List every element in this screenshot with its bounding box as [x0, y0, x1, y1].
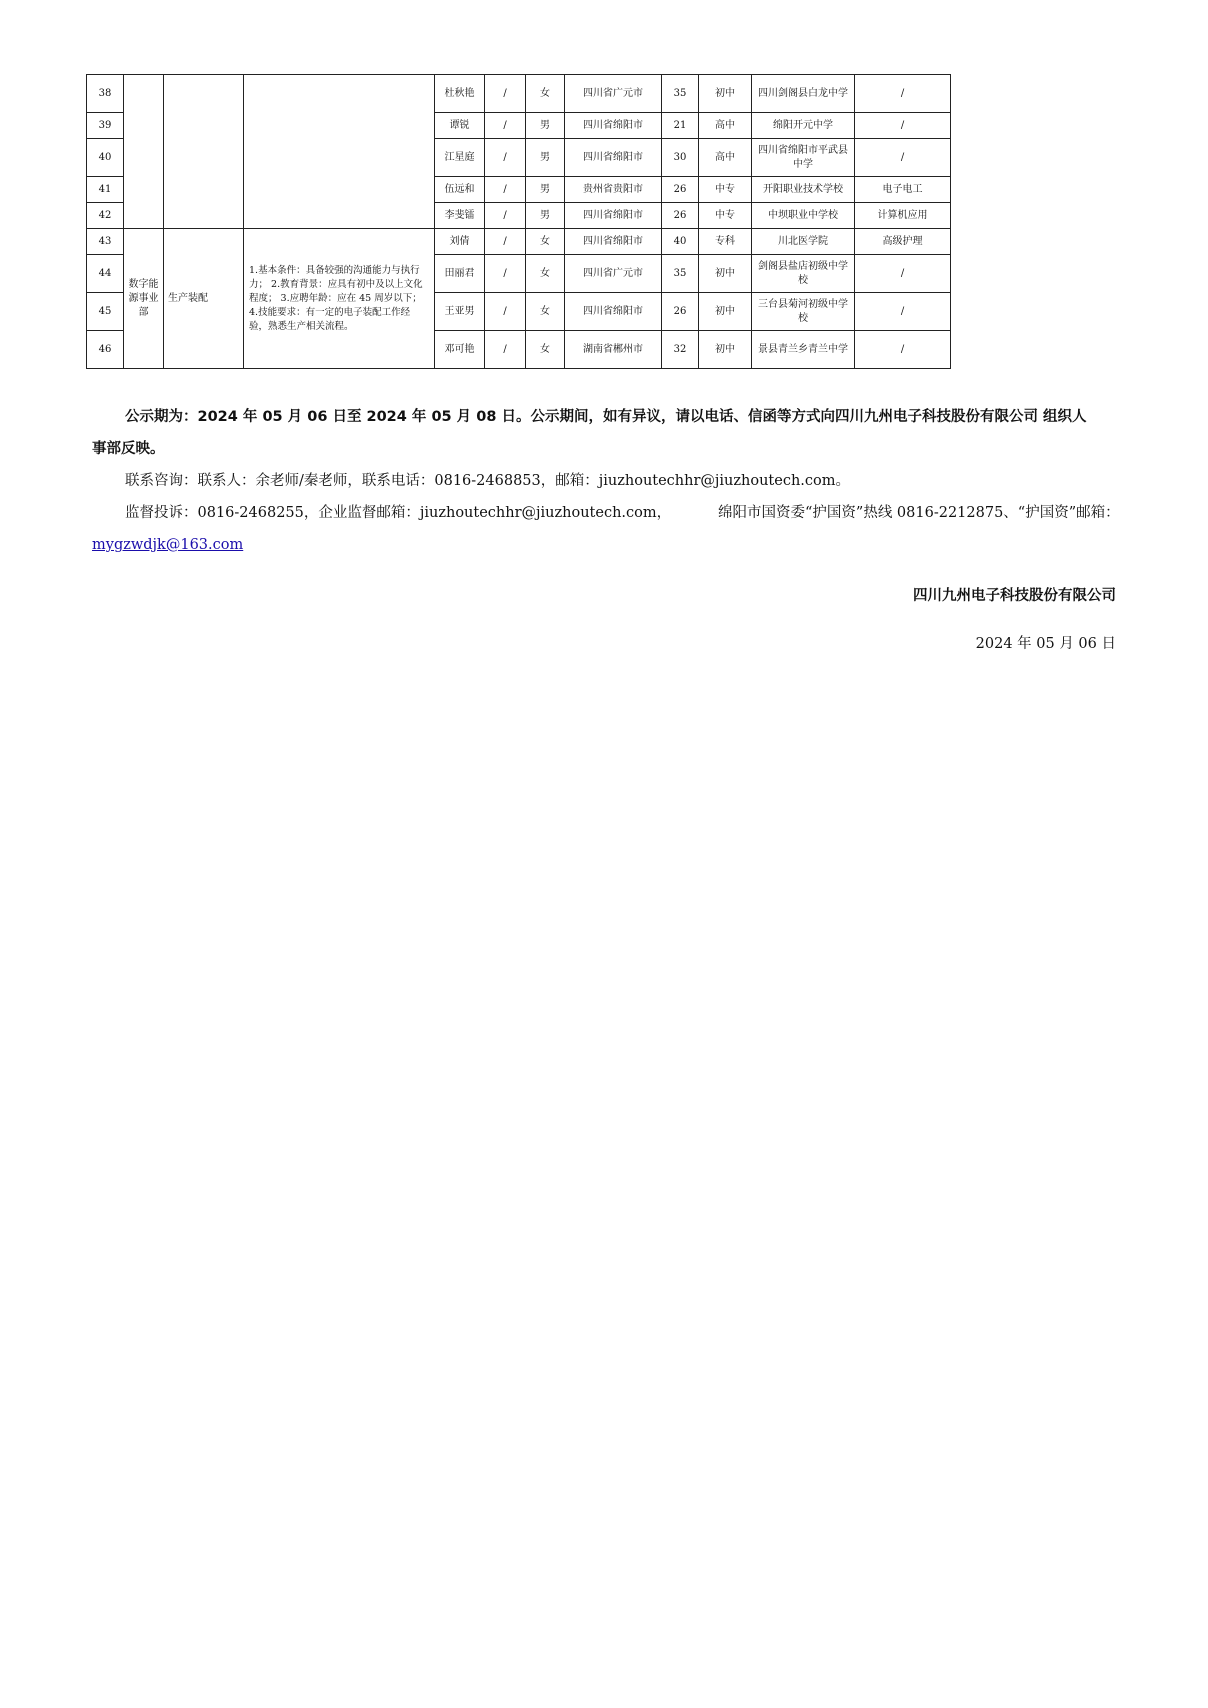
major: 高级护理 [855, 229, 951, 255]
education: 专科 [699, 229, 752, 255]
school: 开阳职业技术学校 [752, 177, 855, 203]
school: 三台县菊河初级中学校 [752, 293, 855, 331]
gender: 男 [526, 139, 565, 177]
candidate-name: 杜秋艳 [435, 75, 485, 113]
education: 初中 [699, 255, 752, 293]
education: 初中 [699, 75, 752, 113]
school: 剑阁县盐店初级中学校 [752, 255, 855, 293]
row-number: 40 [87, 139, 124, 177]
gender: 女 [526, 293, 565, 331]
position-requirements: 1.基本条件：具备较强的沟通能力与执行力； 2.教育背景：应具有初中及以上文化程度； 3.应聘年龄：应在 45 周岁以下； 4.技能要求：有一定的电子装配工作经验，熟悉生产相关流程。 [244, 229, 435, 369]
contact-info: 联系咨询：联系人：余老师/秦老师，联系电话：0816-2468853，邮箱：jiuzhoutechhr@jiuzhoutech.com。 [125, 473, 851, 489]
education: 高中 [699, 139, 752, 177]
candidate-table-container [86, 74, 951, 369]
candidate-name: 刘倩 [435, 229, 485, 255]
education: 中专 [699, 177, 752, 203]
row-number: 43 [87, 229, 124, 255]
major: / [855, 75, 951, 113]
gender: 男 [526, 177, 565, 203]
age: 26 [662, 203, 699, 229]
education: 高中 [699, 113, 752, 139]
major: 计算机应用 [855, 203, 951, 229]
slash-cell: / [485, 293, 526, 331]
row-number: 39 [87, 113, 124, 139]
education: 初中 [699, 293, 752, 331]
slash-cell: / [485, 203, 526, 229]
major: / [855, 113, 951, 139]
major: / [855, 331, 951, 369]
origin: 四川省广元市 [565, 255, 662, 293]
age: 32 [662, 331, 699, 369]
row-number: 45 [87, 293, 124, 331]
candidate-name: 邓可艳 [435, 331, 485, 369]
origin: 四川省绵阳市 [565, 293, 662, 331]
school: 川北医学院 [752, 229, 855, 255]
age: 40 [662, 229, 699, 255]
age: 26 [662, 177, 699, 203]
origin: 四川省绵阳市 [565, 139, 662, 177]
school: 中坝职业中学校 [752, 203, 855, 229]
school: 四川剑阁县白龙中学 [752, 75, 855, 113]
row-number: 41 [87, 177, 124, 203]
major: / [855, 293, 951, 331]
row-number: 46 [87, 331, 124, 369]
origin: 四川省广元市 [565, 75, 662, 113]
candidate-name: 田丽君 [435, 255, 485, 293]
department: 数字能源事业部 [124, 229, 164, 369]
gender: 女 [526, 331, 565, 369]
supervision-email-link[interactable]: mygzwdjk@163.com [92, 537, 244, 553]
origin: 四川省绵阳市 [565, 203, 662, 229]
major: / [855, 139, 951, 177]
dept-cell-empty [124, 75, 164, 229]
notice-period-text: 公示期为：2024 年 05 月 06 日至 2024 年 05 月 08 日。公示期间，如有异议，请以电话、信函等方式向四川九州电子科技股份有限公司 组织人 [125, 409, 1087, 425]
position-cell-empty [164, 75, 244, 229]
notice-period-text-cont: 事部反映。 [92, 441, 165, 457]
gender: 男 [526, 203, 565, 229]
slash-cell: / [485, 331, 526, 369]
candidate-name: 伍远和 [435, 177, 485, 203]
candidate-name: 李斐镭 [435, 203, 485, 229]
supervision-email-line [92, 536, 1122, 554]
slash-cell: / [485, 229, 526, 255]
company-signature: 四川九州电子科技股份有限公司 [913, 588, 1116, 604]
row-number: 42 [87, 203, 124, 229]
education: 中专 [699, 203, 752, 229]
table-row [87, 75, 951, 113]
supervision-info: 监督投诉：0816-2468255，企业监督邮箱：jiuzhoutechhr@jiuzhoutech.com， [125, 505, 672, 521]
slash-cell: / [485, 255, 526, 293]
origin: 四川省绵阳市 [565, 229, 662, 255]
major: 电子电工 [855, 177, 951, 203]
gender: 男 [526, 113, 565, 139]
school: 景县青兰乡青兰中学 [752, 331, 855, 369]
school: 四川省绵阳市平武县中学 [752, 139, 855, 177]
supervision-hotline: 绵阳市国资委“护国资”热线 0816-2212875、“护国资”邮箱： [718, 505, 1120, 521]
slash-cell: / [485, 75, 526, 113]
age: 21 [662, 113, 699, 139]
table-row [87, 229, 951, 255]
slash-cell: / [485, 139, 526, 177]
school: 绵阳开元中学 [752, 113, 855, 139]
origin: 湖南省郴州市 [565, 331, 662, 369]
row-number: 38 [87, 75, 124, 113]
age: 35 [662, 255, 699, 293]
candidate-table [86, 74, 951, 369]
slash-cell: / [485, 177, 526, 203]
candidate-table-body [87, 75, 951, 369]
signature-date: 2024 年 05 月 06 日 [975, 636, 1116, 652]
position-title: 生产装配 [164, 229, 244, 369]
major: / [855, 255, 951, 293]
education: 初中 [699, 331, 752, 369]
age: 26 [662, 293, 699, 331]
candidate-name: 谭锐 [435, 113, 485, 139]
gender: 女 [526, 255, 565, 293]
age: 30 [662, 139, 699, 177]
candidate-name: 王亚男 [435, 293, 485, 331]
candidate-name: 江星庭 [435, 139, 485, 177]
requirements-cell-empty [244, 75, 435, 229]
age: 35 [662, 75, 699, 113]
origin: 贵州省贵阳市 [565, 177, 662, 203]
gender: 女 [526, 229, 565, 255]
slash-cell: / [485, 113, 526, 139]
row-number: 44 [87, 255, 124, 293]
origin: 四川省绵阳市 [565, 113, 662, 139]
gender: 女 [526, 75, 565, 113]
